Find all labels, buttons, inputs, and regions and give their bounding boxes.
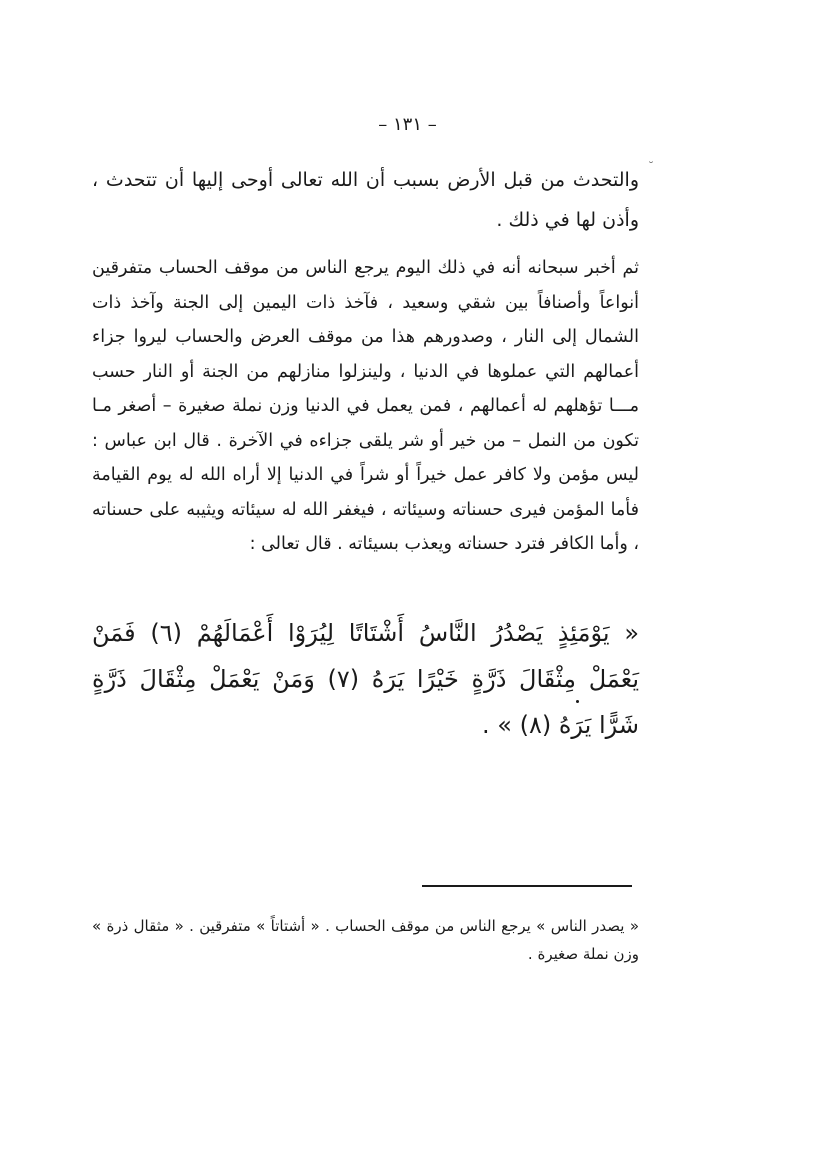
intro-paragraph: والتحدث من قبل الأرض بسبب أن الله تعالى أوحى إليها أن تتحدث ، وأذن لها في ذلك . [92, 169, 639, 231]
footnote-divider [422, 885, 632, 887]
page-number: – ١٣١ – [378, 114, 437, 135]
quran-verse: « يَوْمَئِذٍ يَصْدُرُ النَّاسُ أَشْتَاتًا لِيُرَوْا أَعْمَالَهُمْ (٦) فَمَنْ يَعْمَلْ مِثْقَالَ ذَرَّةٍ خَيْرًا يَرَهُ (٧) وَمَنْ يَعْمَلْ مِثْقَالَ ذَرَّةٍ شَرًّا يَرَهُ (٨) » . [92, 619, 639, 739]
footnote: « يصدر الناس » يرجع الناس من موقف الحساب . « أشتاتاً » متفرقين . « مثقال ذرة » وزن نملة صغيرة . [92, 917, 639, 963]
stray-dot [576, 700, 579, 703]
margin-mark: ˘ [648, 160, 654, 174]
body-paragraph: ثم أخبر سبحانه أنه في ذلك اليوم يرجع الناس من موقف الحساب متفرقين أنواعاً وأصنافاً بين شقي وسعيد ، فآخذ ذات اليمين إلى الجنة وآخذ ذات الشمال إلى النار ، وصدورهم هذا من موقف العرض والحساب ليروا جزاء أعمالهم التي عملوها في الدنيا ، ولينزلوا منازلهم من الجنة أو النار حسب مـــا تؤهلهم له أعمالهم ، فمن يعمل في الدنيا وزن نملة صغيرة – أصغر مـا تكون من النمل – من خير أو شر يلقى جزاءه في الآخرة . قال ابن عباس : ليس مؤمن ولا كافر عمل خيراً أو شراً في الدنيا إلا أراه الله له يوم القيامة فأما المؤمن فيرى حسناته وسيئاته ، فيغفر الله له سيئاته ويثيبه على حسناته ، وأما الكافر فترد حسناته ويعذب بسيئاته . قال تعالى : [92, 258, 639, 554]
